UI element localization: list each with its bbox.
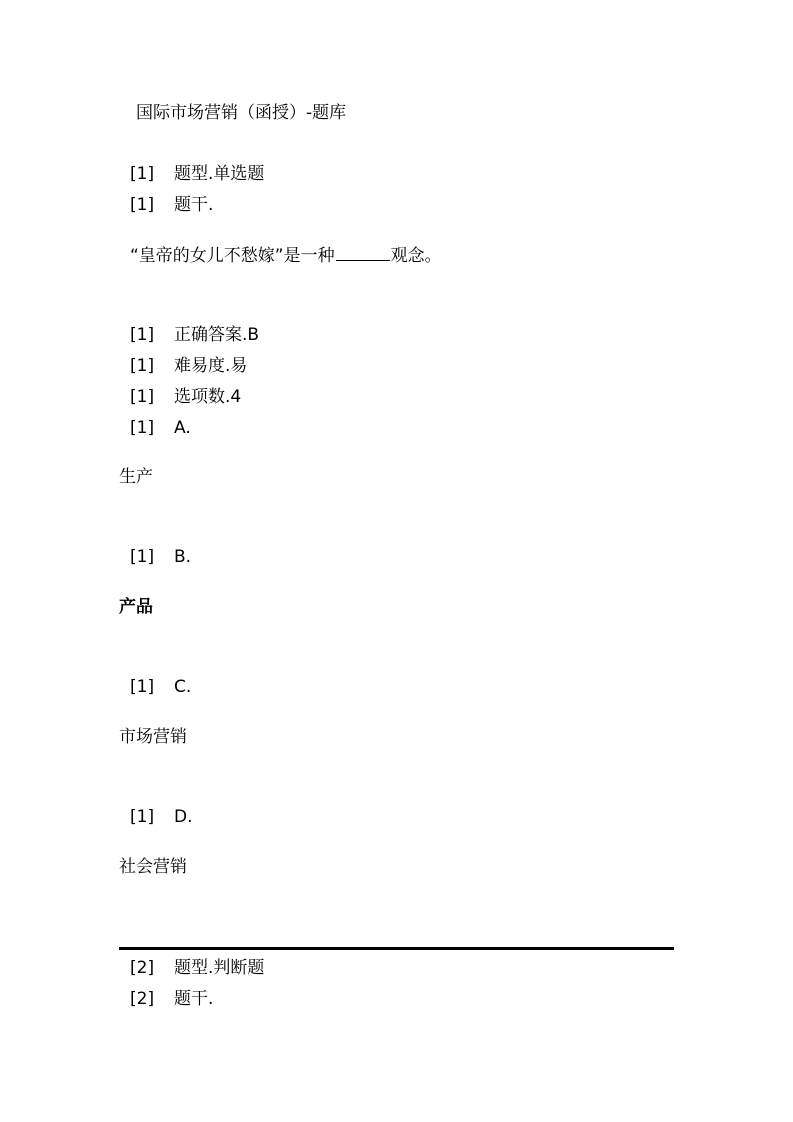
question-divider bbox=[119, 947, 674, 950]
option-c-label: C. bbox=[174, 677, 192, 697]
q2-stem-number: [2] bbox=[130, 989, 155, 1009]
q2-stem-label: 题干. bbox=[174, 989, 214, 1009]
option-d-label: D. bbox=[174, 807, 193, 827]
q1-type-number: [1] bbox=[130, 164, 155, 184]
option-d-text: 社会营销 bbox=[119, 857, 187, 877]
q1-difficulty-number: [1] bbox=[130, 356, 155, 376]
q1-stem-after: 观念。 bbox=[390, 246, 442, 266]
option-b-label: B. bbox=[174, 547, 192, 567]
option-a-label: A. bbox=[174, 418, 191, 438]
option-b-number: [1] bbox=[130, 547, 155, 567]
document-title: 国际市场营销（函授）-题库 bbox=[136, 103, 347, 123]
option-c-text: 市场营销 bbox=[119, 727, 187, 747]
q1-stem-blank bbox=[336, 244, 390, 261]
option-a-text: 生产 bbox=[119, 467, 153, 487]
q1-answer-number: [1] bbox=[130, 325, 155, 345]
option-a-number: [1] bbox=[130, 418, 155, 438]
q1-answer-label: 正确答案.B bbox=[174, 325, 260, 345]
q1-stem-before: “皇帝的女儿不愁嫁”是一种 bbox=[130, 246, 335, 266]
q2-type-number: [2] bbox=[130, 958, 155, 978]
q1-option-count-label: 选项数.4 bbox=[174, 387, 242, 407]
q1-difficulty-label: 难易度.易 bbox=[174, 356, 248, 376]
q1-stem-number: [1] bbox=[130, 195, 155, 215]
q1-stem-text bbox=[130, 244, 442, 267]
q2-type-label: 题型.判断题 bbox=[174, 958, 265, 978]
option-b-text: 产品 bbox=[119, 597, 153, 617]
q1-type-label: 题型.单选题 bbox=[174, 164, 265, 184]
q1-stem-label: 题干. bbox=[174, 195, 214, 215]
q1-option-count-number: [1] bbox=[130, 387, 155, 407]
option-d-number: [1] bbox=[130, 807, 155, 827]
option-c-number: [1] bbox=[130, 677, 155, 697]
